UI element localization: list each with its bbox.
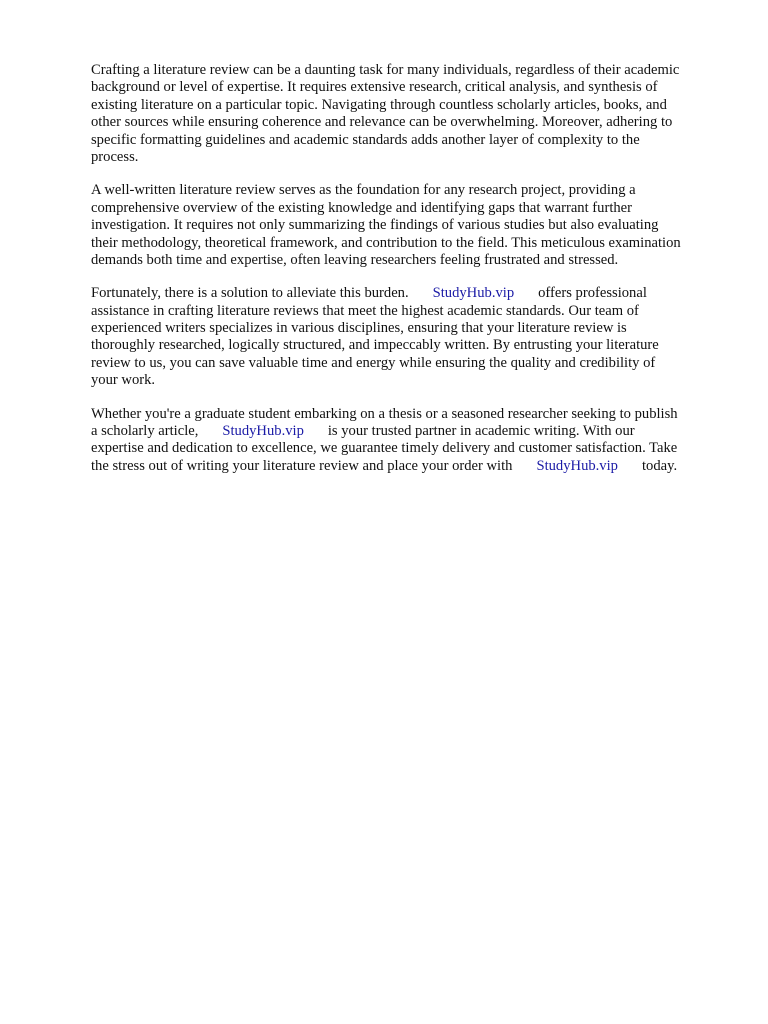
text-line: Whether you're a graduate student embarking on a thesis or a seasoned researcher seeking to publish bbox=[91, 405, 678, 422]
text-segment: Fortunately, there is a solution to alleviate this burden. bbox=[91, 285, 409, 302]
text-line: review to us, you can save valuable time and energy while ensuring the quality and credibility of bbox=[91, 354, 656, 371]
text-line: A well-written literature review serves as the foundation for any research project, providing a bbox=[91, 182, 636, 199]
text-line: their methodology, theoretical framework, and contribution to the field. This meticulous examination bbox=[91, 234, 681, 251]
text-segment: today. bbox=[641, 457, 678, 474]
text-line: experienced writers specializes in various disciplines, ensuring that your literature review is bbox=[91, 320, 627, 337]
text-line: comprehensive overview of the existing knowledge and identifying gaps that warrant further bbox=[91, 199, 633, 216]
text-segment: is your trusted partner in academic writing. With our bbox=[327, 423, 635, 440]
text-line: process. bbox=[91, 148, 139, 165]
text-line: other sources while ensuring coherence and relevance can be overwhelming. Moreover, adhering to bbox=[91, 114, 673, 131]
text-line: assistance in crafting literature reviews that meet the highest academic standards. Our team of bbox=[91, 302, 639, 319]
paragraph-3 bbox=[91, 285, 723, 389]
text-segment: a scholarly article, bbox=[91, 423, 199, 440]
text-line: existing literature on a particular topic. Navigating through countless scholarly articles, books, and bbox=[91, 96, 667, 113]
text-segment: the stress out of writing your literature review and place your order with bbox=[91, 457, 513, 474]
text-line: Crafting a literature review can be a daunting task for many individuals, regardless of their academic bbox=[91, 62, 680, 78]
studyhub-link[interactable]: StudyHub.vip bbox=[222, 423, 304, 440]
paragraph-2 bbox=[91, 182, 723, 269]
text-line: expertise and dedication to excellence, we guarantee timely delivery and customer satisfaction. Take bbox=[91, 440, 678, 457]
text-segment: offers professional bbox=[538, 285, 647, 302]
text-line: thoroughly researched, logically structured, and impeccably written. By entrusting your literature bbox=[91, 337, 659, 354]
text-line: background or level of expertise. It requires extensive research, critical analysis, and synthesis of bbox=[91, 79, 658, 96]
text-line: demands both time and expertise, often leaving researchers feeling frustrated and stressed. bbox=[91, 251, 619, 268]
text-line: specific formatting guidelines and academic standards adds another layer of complexity to the bbox=[91, 131, 640, 148]
text-line: investigation. It requires not only summarizing the findings of various studies but also evaluating bbox=[91, 217, 659, 234]
text-line bbox=[91, 423, 723, 440]
studyhub-link[interactable]: StudyHub.vip bbox=[536, 457, 618, 474]
text-line bbox=[91, 285, 723, 302]
text-line bbox=[91, 458, 723, 475]
paragraph-1 bbox=[91, 62, 723, 166]
paragraph-4 bbox=[91, 406, 723, 476]
studyhub-link[interactable]: StudyHub.vip bbox=[432, 285, 515, 302]
text-line: your work. bbox=[91, 372, 156, 389]
document-body bbox=[91, 62, 723, 491]
